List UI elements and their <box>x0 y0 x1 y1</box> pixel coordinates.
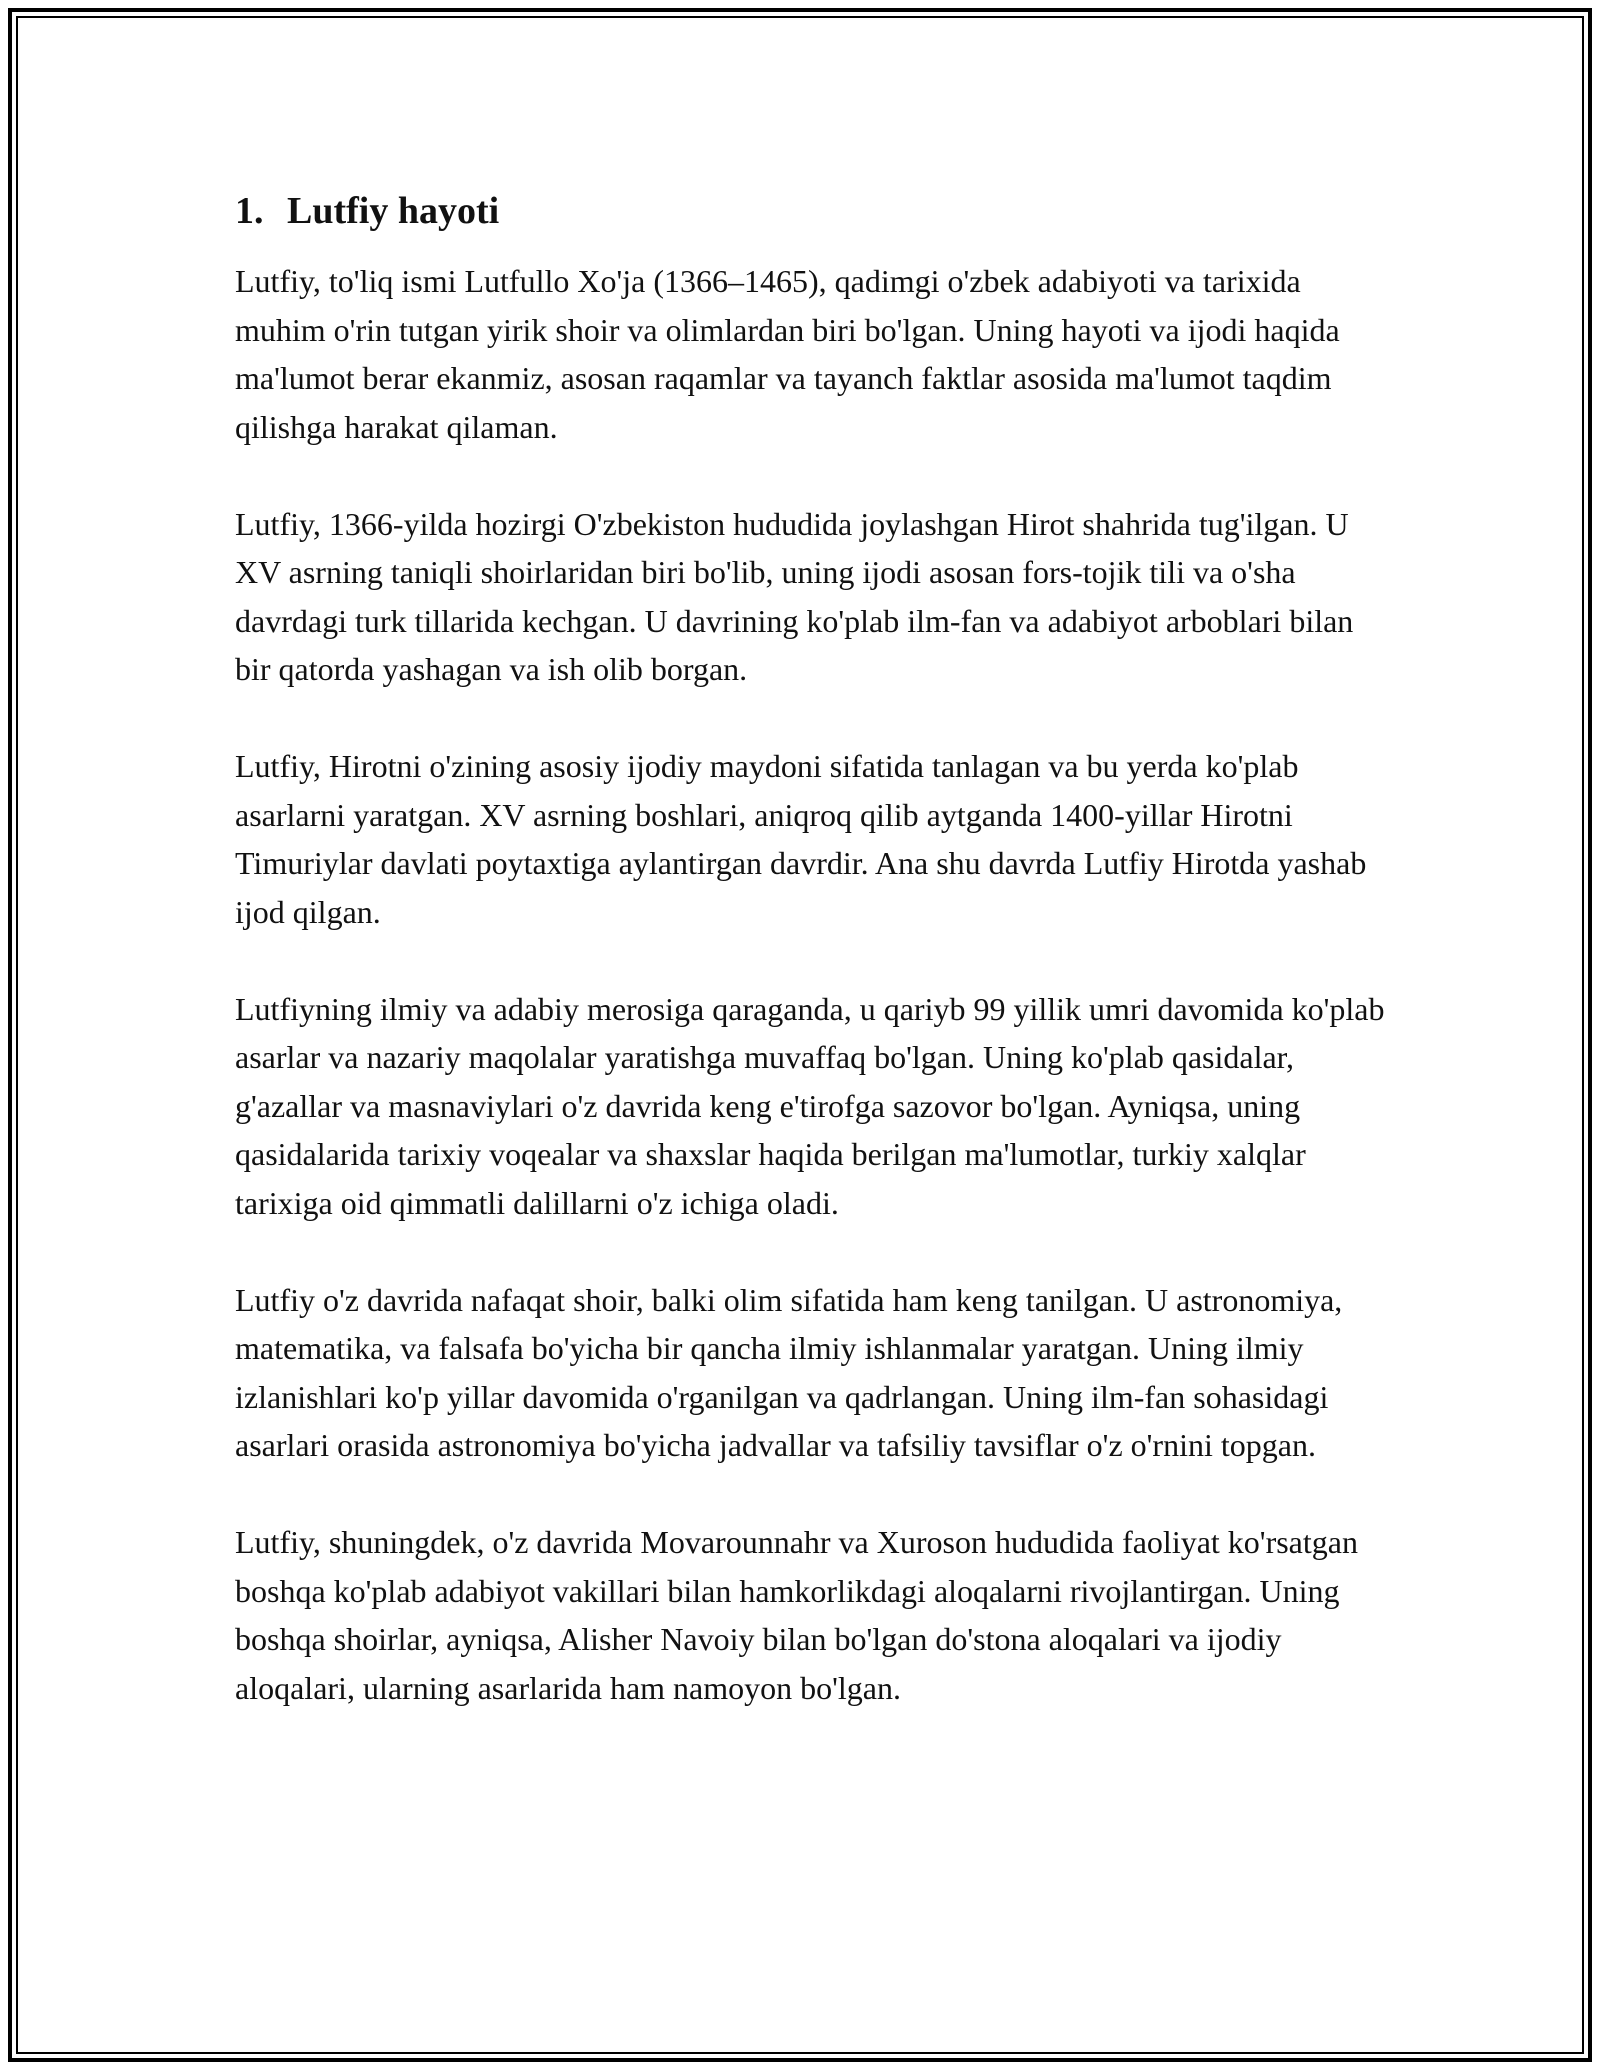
section-heading <box>235 187 1385 235</box>
paragraph-2: Lutfiy, 1366-yilda hozirgi O'zbekiston hududida joylashgan Hirot shahrida tug'ilgan. U XV asrning taniqli shoirlaridan biri bo'lib, uning ijodi asosan fors-tojik tili va o'sha davrdagi turk tillarida kechgan. U davrining ko'plab ilm-fan va adabiyot arboblari bilan bir qatorda yashagan va ish olib borgan. <box>235 505 1354 687</box>
document-body <box>235 187 1385 1761</box>
section-number: 1. <box>235 190 264 232</box>
paragraph-6: Lutfiy, shuningdek, o'z davrida Movarounnahr va Xuroson hududida faoliyat ko'rsatgan boshqa ko'plab adabiyot vakillari bilan hamkorlikdagi aloqalarni rivojlantirgan. Uning boshqa shoirlar, ayniqsa, Alisher Navoiy bilan bo'lgan do'stona aloqalari va ijodiy aloqalari, ularning asarlarida ham namoyon bo'lgan. <box>235 1524 1358 1706</box>
paragraph-1: Lutfiy, to'liq ismi Lutfullo Xo'ja (1366–1465), qadimgi o'zbek adabiyoti va tarixida muhim o'rin tutgan yirik shoir va olimlardan biri bo'lgan. Uning hayoti va ijodi haqida ma'lumot berar ekanmiz, asosan raqamlar va tayanch faktlar asosida ma'lumot taqdim qilishga harakat qilaman. <box>235 263 1340 445</box>
paragraph-3: Lutfiy, Hirotni o'zining asosiy ijodiy maydoni sifatida tanlagan va bu yerda ko'plab asarlarni yaratgan. XV asrning boshlari, aniqroq qilib aytganda 1400-yillar Hirotni Timuriylar davlati poytaxtiga aylantirgan davrdir. Ana shu davrda Lutfiy Hirotda yashab ijod qilgan. <box>235 748 1367 930</box>
section-title: Lutfiy hayoti <box>287 190 500 232</box>
paragraph-4: Lutfiyning ilmiy va adabiy merosiga qaraganda, u qariyb 99 yillik umri davomida ko'plab asarlar va nazariy maqolalar yaratishga muvaffaq bo'lgan. Uning ko'plab qasidalar, g'azallar va masnaviylari o'z davrida keng e'tirofga sazovor bo'lgan. Ayniqsa, uning qasidalarida tarixiy voqealar va shaxslar haqida berilgan ma'lumotlar, turkiy xalqlar tarixiga oid qimmatli dalillarni o'z ichiga oladi. <box>235 990 1385 1221</box>
paragraph-5: Lutfiy o'z davrida nafaqat shoir, balki olim sifatida ham keng tanilgan. U astronomiya, matematika, va falsafa bo'yicha bir qancha ilmiy ishlanmalar yaratgan. Uning ilmiy izlanishlari ko'p yillar davomida o'rganilgan va qadrlangan. Uning ilm-fan sohasidagi asarlari orasida astronomiya bo'yicha jadvallar va tafsiliy tavsiflar o'z o'rnini topgan. <box>235 1281 1343 1463</box>
